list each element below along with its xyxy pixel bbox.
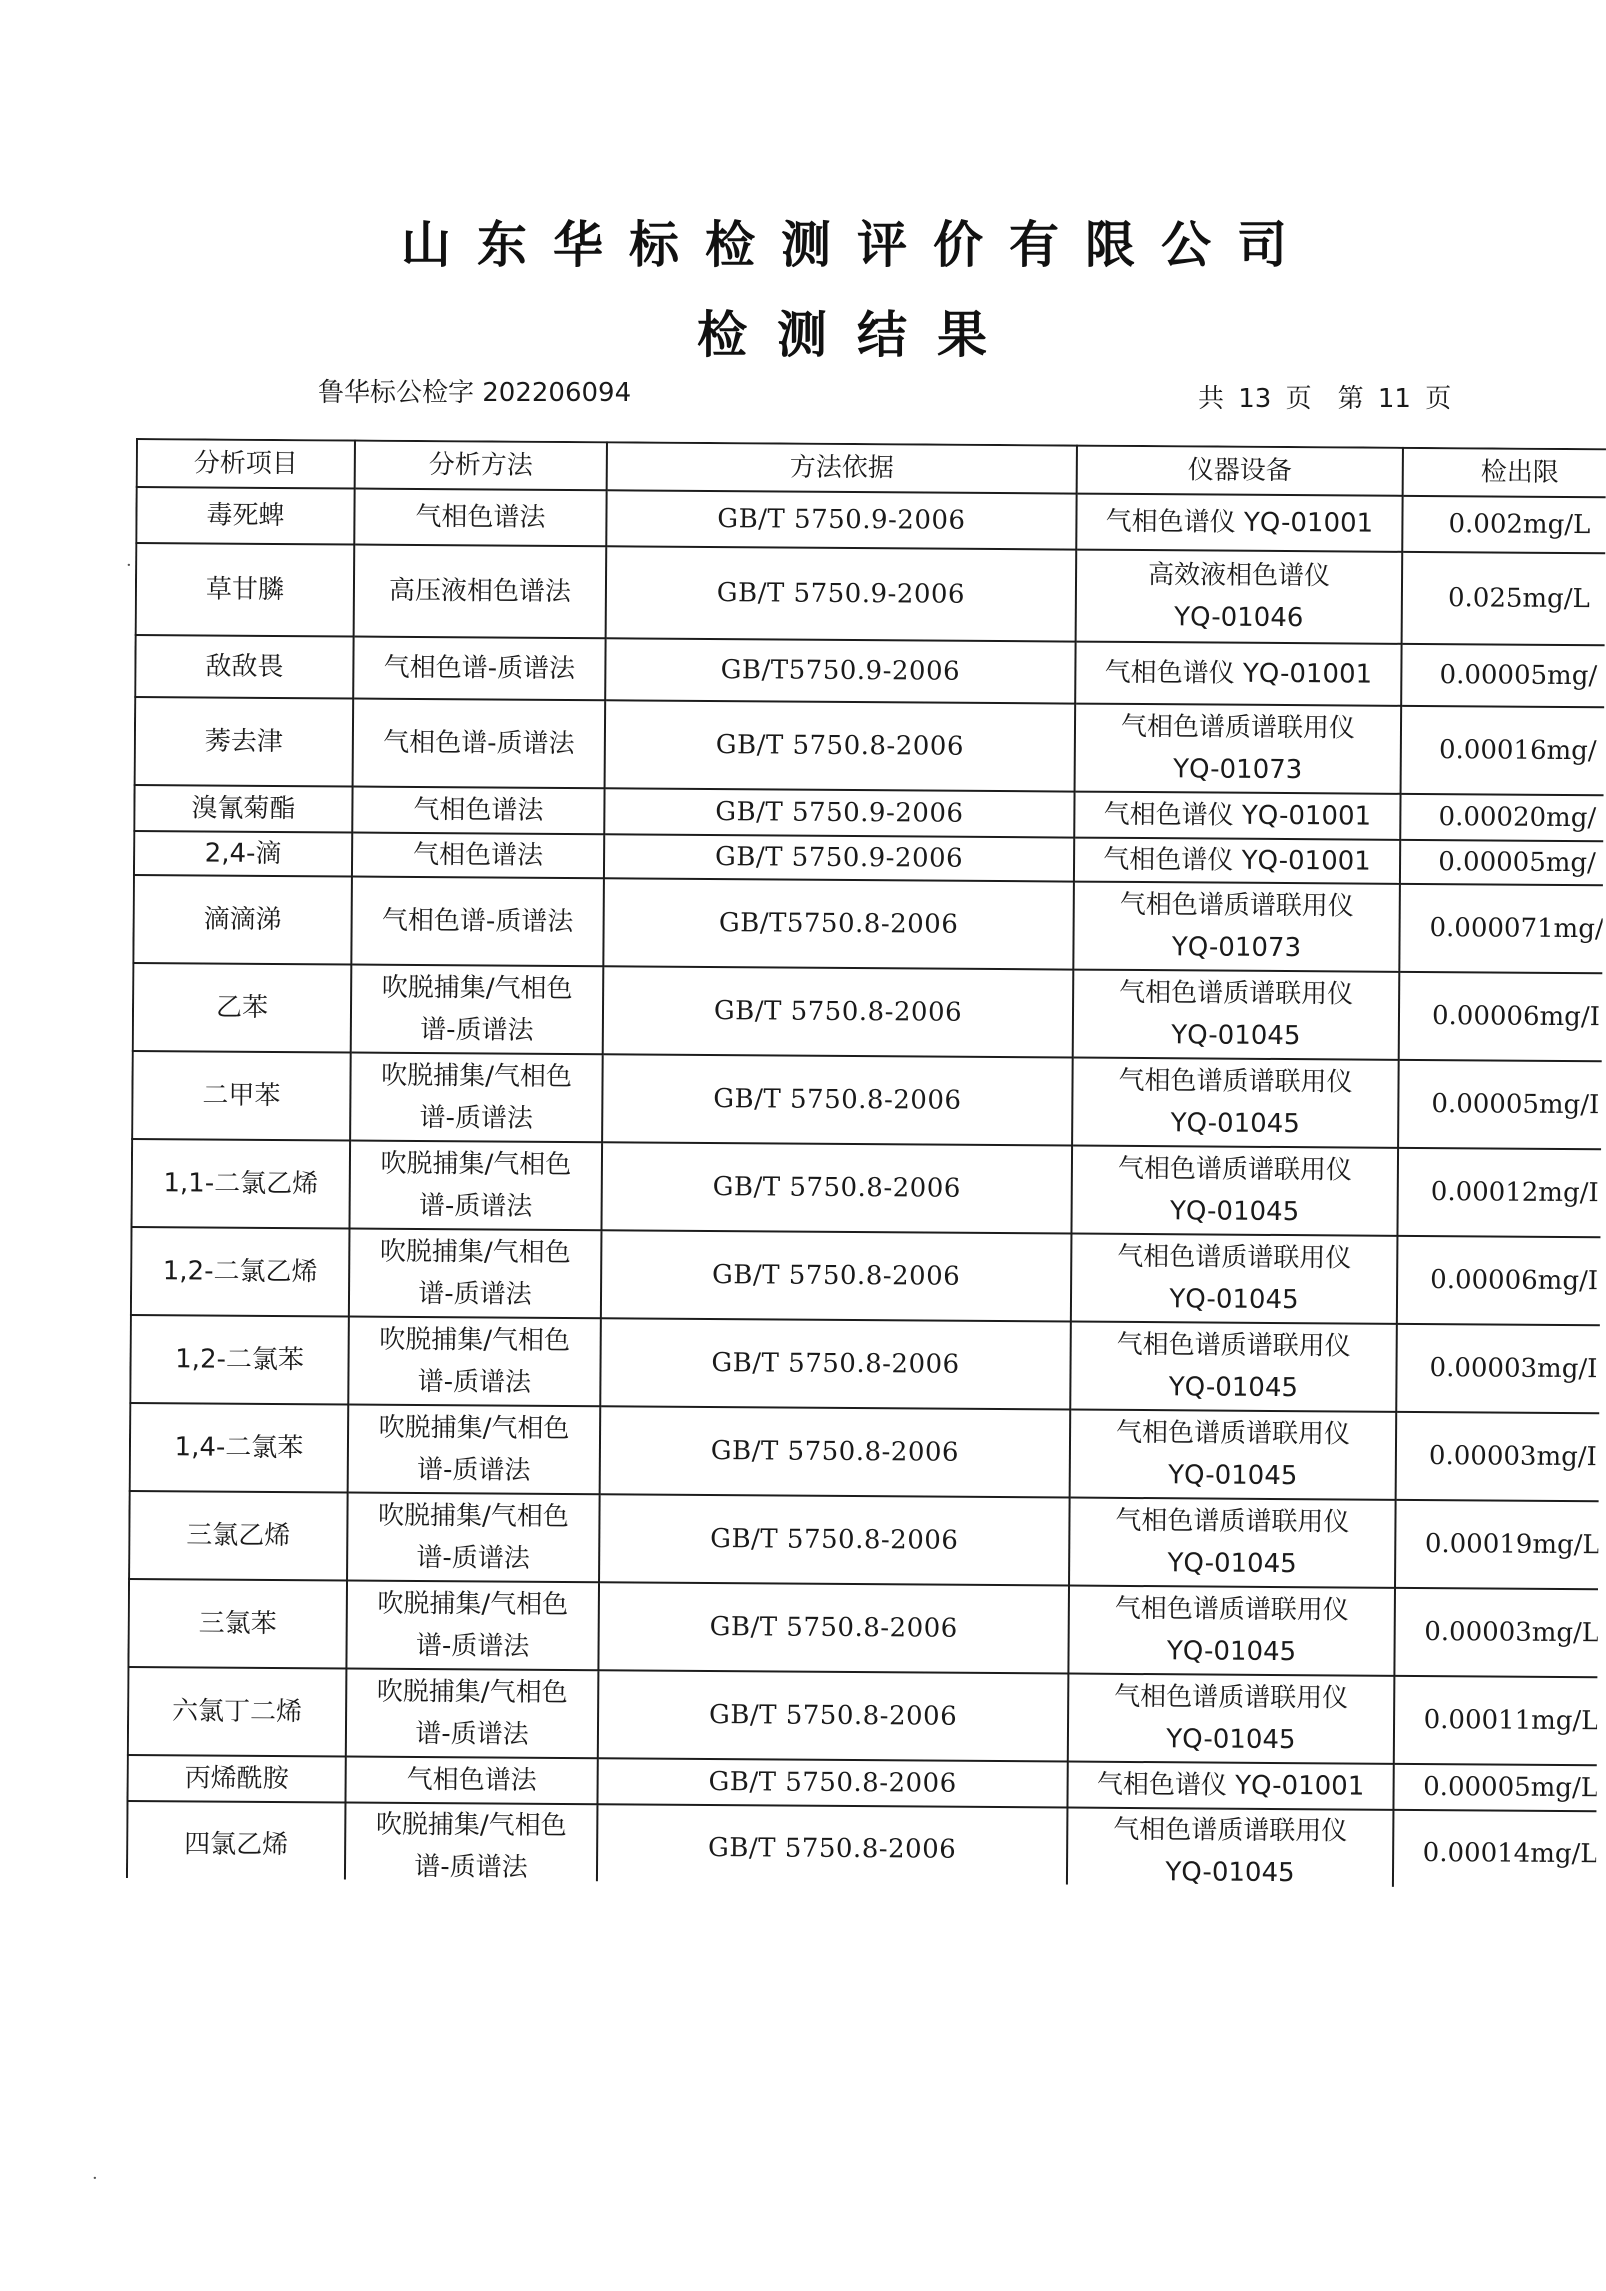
table-row	[127, 1801, 1606, 1888]
instrument-line: 气相色谱仪 YQ-01001	[1105, 506, 1374, 539]
instrument-line: 气相色谱质谱联用仪	[1116, 1329, 1351, 1362]
instrument-cell	[1076, 550, 1403, 644]
instrument-cell	[1068, 1674, 1395, 1764]
instrument-line: YQ-01045	[1170, 1108, 1300, 1140]
instrument-line: YQ-01045	[1168, 1460, 1298, 1492]
company-name: 山东华标检测评价有限公司	[401, 216, 1313, 274]
detection-limit-cell: 0.002mg/L	[1402, 496, 1606, 554]
analysis-method-cell	[345, 1802, 598, 1888]
method-basis-cell: GB/T 5750.8-2006	[601, 1142, 1072, 1233]
instrument-line: 气相色谱仪 YQ-01001	[1104, 657, 1373, 690]
analysis-method-cell	[348, 1405, 601, 1495]
analysis-method-cell	[352, 787, 604, 835]
detection-limit-cell: 0.00019mg/L	[1395, 1500, 1606, 1590]
analysis-method-cell	[353, 699, 606, 789]
table-row	[135, 697, 1606, 795]
analysis-item-cell: 二甲苯	[132, 1051, 351, 1141]
instrument-cell	[1067, 1808, 1394, 1889]
analysis-method-cell	[352, 833, 604, 879]
detection-limit-cell: 0.00005mg/	[1400, 840, 1606, 886]
analysis-method-line: 吹脱捕集/气相色	[377, 1500, 569, 1533]
analysis-item-cell: 2,4-滴	[134, 831, 352, 877]
analysis-item-cell: 1,2-二氯乙烯	[131, 1227, 350, 1317]
detection-limit-cell: 0.00003mg/I	[1396, 1412, 1606, 1502]
analysis-method-cell	[348, 1317, 601, 1407]
analysis-method-line: 吹脱捕集/气相色	[379, 1236, 571, 1269]
method-basis-cell: GB/T 5750.9-2006	[604, 834, 1074, 881]
analysis-method-line: 气相色谱-质谱法	[381, 905, 574, 938]
analysis-item-cell: 滴滴涕	[133, 875, 352, 965]
instrument-line: 气相色谱质谱联用仪	[1113, 1814, 1348, 1847]
analysis-method-cell	[349, 1141, 602, 1231]
analysis-item-cell: 1,4-二氯苯	[130, 1403, 349, 1493]
table-row	[131, 1139, 1605, 1237]
detection-limit-cell: 0.00005mg/	[1401, 644, 1606, 708]
column-header-method: 分析方法	[355, 441, 607, 491]
page-indicator: 共 13 页 第 11 页	[1198, 384, 1452, 414]
analysis-method-line: 气相色谱法	[413, 794, 544, 826]
table-row	[131, 1227, 1606, 1325]
instrument-line: 气相色谱仪 YQ-01001	[1103, 844, 1371, 877]
analysis-method-line: 谱-质谱法	[416, 1454, 531, 1486]
analysis-item-cell: 溴氰菊酯	[134, 785, 352, 833]
method-basis-cell: GB/T 5750.8-2006	[599, 1494, 1070, 1585]
instrument-line: 气相色谱仪 YQ-01001	[1103, 799, 1372, 832]
analysis-method-line: 谱-质谱法	[415, 1630, 530, 1662]
scan-speck: ·	[126, 555, 132, 576]
method-basis-cell: GB/T 5750.8-2006	[603, 966, 1074, 1057]
analysis-item-cell: 乙苯	[133, 963, 352, 1053]
instrument-line: YQ-01045	[1171, 1020, 1301, 1052]
analysis-method-line: 吹脱捕集/气相色	[381, 972, 573, 1005]
instrument-line: 气相色谱质谱联用仪	[1115, 1417, 1351, 1450]
method-basis-cell: GB/T 5750.8-2006	[597, 1758, 1067, 1807]
instrument-cell	[1073, 882, 1400, 972]
analysis-method-line: 吹脱捕集/气相色	[375, 1809, 567, 1842]
instrument-cell	[1069, 1498, 1396, 1588]
method-basis-cell: GB/T 5750.8-2006	[600, 1318, 1071, 1409]
method-basis-cell: GB/T 5750.8-2006	[601, 1230, 1072, 1321]
analysis-method-line: 气相色谱法	[406, 1764, 537, 1796]
analysis-method-line: 气相色谱-质谱法	[383, 652, 576, 685]
table-row	[133, 963, 1606, 1061]
instrument-line: 气相色谱质谱联用仪	[1117, 1153, 1353, 1186]
instrument-line: YQ-01045	[1167, 1548, 1297, 1580]
column-header-instrument: 仪器设备	[1077, 446, 1403, 496]
analysis-method-line: 谱-质谱法	[418, 1278, 532, 1310]
column-header-item: 分析项目	[137, 439, 355, 489]
analysis-method-cell	[346, 1668, 599, 1758]
analysis-method-cell	[354, 489, 606, 547]
analysis-method-line: 谱-质谱法	[415, 1718, 529, 1750]
results-table	[126, 438, 1606, 1888]
detection-limit-cell: 0.00006mg/I	[1397, 1236, 1606, 1326]
instrument-cell	[1071, 1234, 1398, 1324]
table-row	[136, 543, 1606, 645]
method-basis-cell: GB/T 5750.9-2006	[606, 546, 1077, 641]
report-number: 鲁华标公检字 202206094	[318, 378, 632, 408]
instrument-cell	[1074, 792, 1400, 840]
analysis-item-cell: 六氯丁二烯	[128, 1667, 347, 1757]
analysis-item-cell: 丙烯酰胺	[127, 1755, 345, 1803]
analysis-method-line: 谱-质谱法	[414, 1851, 528, 1883]
table-row	[128, 1579, 1606, 1677]
analysis-method-line: 谱-质谱法	[420, 1014, 534, 1046]
analysis-method-cell	[346, 1581, 599, 1671]
instrument-line: 高效液相色谱仪	[1147, 560, 1331, 592]
method-basis-cell: GB/T5750.9-2006	[605, 638, 1075, 703]
instrument-line: YQ-01045	[1165, 1857, 1295, 1889]
method-basis-cell: GB/T5750.8-2006	[603, 878, 1074, 969]
method-basis-cell: GB/T 5750.8-2006	[605, 700, 1076, 791]
instrument-cell	[1070, 1410, 1397, 1500]
column-header-limit: 检出限	[1403, 448, 1606, 498]
column-header-basis: 方法依据	[607, 442, 1077, 493]
instrument-line: 气相色谱质谱联用仪	[1114, 1681, 1349, 1714]
table-row	[128, 1667, 1606, 1765]
analysis-method-line: 气相色谱-质谱法	[383, 727, 575, 760]
table-row	[130, 1315, 1606, 1413]
analysis-item-cell: 敌敌畏	[135, 635, 353, 699]
analysis-method-cell	[349, 1229, 602, 1319]
detection-limit-cell: 0.00003mg/I	[1396, 1324, 1606, 1414]
instrument-line: YQ-01045	[1169, 1284, 1299, 1316]
instrument-line: YQ-01045	[1166, 1724, 1296, 1756]
analysis-item-cell: 三氯乙烯	[129, 1491, 348, 1581]
detection-limit-cell: 0.00012mg/I	[1397, 1148, 1606, 1238]
instrument-line: YQ-01045	[1166, 1636, 1297, 1668]
results-table-body	[127, 487, 1606, 1888]
instrument-cell	[1075, 704, 1402, 794]
method-basis-cell: GB/T 5750.8-2006	[602, 1054, 1073, 1145]
table-row	[135, 635, 1606, 707]
analysis-method-line: 气相色谱法	[412, 839, 544, 871]
instrument-line: 气相色谱质谱联用仪	[1119, 889, 1354, 922]
instrument-cell	[1073, 970, 1400, 1060]
analysis-method-line: 吹脱捕集/气相色	[381, 1060, 573, 1093]
instrument-line: 气相色谱仪 YQ-01001	[1096, 1769, 1365, 1802]
instrument-cell	[1071, 1146, 1398, 1236]
analysis-method-line: 吹脱捕集/气相色	[378, 1412, 570, 1445]
table-row	[133, 875, 1606, 973]
detection-limit-cell: 0.00020mg/	[1400, 794, 1606, 842]
method-basis-cell: GB/T 5750.8-2006	[597, 1804, 1068, 1888]
analysis-method-cell	[354, 545, 607, 639]
analysis-method-cell	[351, 965, 604, 1055]
method-basis-cell: GB/T 5750.8-2006	[598, 1670, 1069, 1761]
table-row	[136, 487, 1606, 553]
detection-limit-cell: 0.000071mg/	[1399, 884, 1606, 974]
instrument-line: YQ-01073	[1173, 754, 1303, 786]
scan-speck: ·	[92, 2168, 98, 2189]
table-row	[132, 1051, 1606, 1149]
detection-limit-cell: 0.00014mg/L	[1393, 1810, 1606, 1888]
instrument-line: YQ-01045	[1168, 1372, 1299, 1404]
instrument-line: 气相色谱质谱联用仪	[1118, 1065, 1353, 1098]
instrument-line: YQ-01046	[1174, 602, 1304, 634]
analysis-method-line: 气相色谱法	[415, 501, 546, 533]
detection-limit-cell: 0.00016mg/	[1401, 706, 1606, 796]
method-basis-cell: GB/T 5750.8-2006	[598, 1582, 1069, 1673]
instrument-line: YQ-01073	[1171, 932, 1302, 964]
instrument-line: 气相色谱质谱联用仪	[1115, 1505, 1350, 1538]
detection-limit-cell: 0.00005mg/I	[1398, 1060, 1606, 1150]
table-row	[129, 1491, 1606, 1589]
analysis-method-line: 吹脱捕集/气相色	[376, 1676, 568, 1709]
analysis-item-cell: 毒死蜱	[136, 487, 354, 545]
analysis-method-line: 谱-质谱法	[419, 1102, 534, 1134]
results-sheet	[126, 438, 1606, 1888]
analysis-method-cell	[345, 1756, 597, 1804]
analysis-method-cell	[351, 877, 604, 967]
analysis-item-cell: 三氯苯	[128, 1579, 347, 1669]
detection-limit-cell: 0.00011mg/L	[1394, 1676, 1606, 1766]
instrument-cell	[1068, 1586, 1395, 1676]
analysis-item-cell: 1,1-二氯乙烯	[131, 1139, 350, 1229]
instrument-line: YQ-01045	[1169, 1196, 1300, 1228]
analysis-method-line: 吹脱捕集/气相色	[379, 1324, 571, 1357]
method-basis-cell: GB/T 5750.9-2006	[606, 490, 1076, 549]
instrument-line: 气相色谱质谱联用仪	[1114, 1593, 1349, 1626]
analysis-method-line: 谱-质谱法	[416, 1542, 530, 1574]
analysis-method-line: 谱-质谱法	[417, 1366, 532, 1398]
detection-limit-cell: 0.00006mg/I	[1399, 972, 1606, 1062]
analysis-method-line: 谱-质谱法	[418, 1190, 533, 1222]
instrument-line: 气相色谱质谱联用仪	[1120, 711, 1356, 744]
instrument-cell	[1072, 1058, 1399, 1148]
instrument-cell	[1070, 1322, 1397, 1412]
detection-limit-cell: 0.00005mg/L	[1393, 1764, 1606, 1812]
method-basis-cell: GB/T 5750.9-2006	[604, 788, 1074, 837]
document-title: 检测结果	[697, 306, 1017, 364]
analysis-method-cell	[353, 637, 605, 701]
table-row	[130, 1403, 1606, 1501]
analysis-method-line: 吹脱捕集/气相色	[377, 1588, 569, 1621]
method-basis-cell: GB/T 5750.8-2006	[600, 1406, 1071, 1497]
instrument-line: 气相色谱质谱联用仪	[1117, 1241, 1352, 1274]
analysis-item-cell: 草甘膦	[136, 543, 355, 637]
instrument-cell	[1074, 838, 1400, 884]
detection-limit-cell: 0.00003mg/L	[1394, 1588, 1606, 1678]
analysis-item-cell: 1,2-二氯苯	[130, 1315, 349, 1405]
detection-limit-cell: 0.025mg/L	[1402, 552, 1606, 646]
instrument-line: 气相色谱质谱联用仪	[1119, 977, 1354, 1010]
analysis-method-line: 吹脱捕集/气相色	[380, 1148, 572, 1181]
analysis-method-cell	[347, 1493, 600, 1583]
instrument-cell	[1075, 642, 1401, 706]
analysis-item-cell: 莠去津	[135, 697, 354, 787]
analysis-method-cell	[350, 1053, 603, 1143]
analysis-item-cell: 四氯乙烯	[127, 1801, 346, 1888]
instrument-cell	[1076, 494, 1402, 552]
instrument-cell	[1067, 1762, 1393, 1810]
analysis-method-line: 高压液相色谱法	[388, 575, 572, 608]
